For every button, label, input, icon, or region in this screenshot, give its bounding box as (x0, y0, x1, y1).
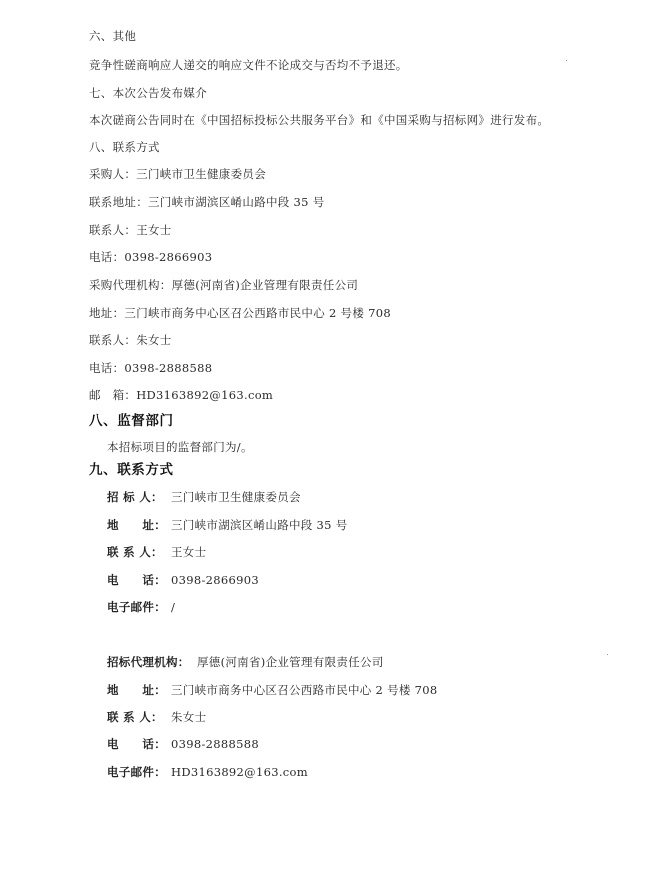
agency-contact-row (107, 709, 206, 725)
section8a-heading: 八、联系方式 (89, 140, 160, 154)
bidder-address-row (107, 517, 348, 533)
bidder-phone-label: 电 话： (107, 573, 166, 587)
agency-phone-label: 电 话： (107, 737, 166, 751)
agency-row (107, 654, 384, 670)
agency-value: 厚德(河南省)企业管理有限责任公司 (197, 655, 384, 669)
bidder-email-value: / (171, 600, 176, 614)
agency-label: 招标代理机构： (107, 655, 190, 669)
section6-heading: 六、其他 (89, 29, 137, 43)
agency-phone-line: 电话：0398-2888588 (89, 361, 213, 375)
purchaser-phone-line: 电话：0398-2866903 (89, 250, 213, 264)
bidder-row (107, 489, 301, 505)
section8b-text: 本招标项目的监督部门为/。 (107, 440, 253, 454)
section8b-heading: 八、监督部门 (89, 413, 174, 429)
agency-email-value: HD3163892@163.com (171, 765, 308, 779)
agency-address-line: 地址：三门峡市商务中心区召公西路市民中心 2 号楼 708 (89, 306, 391, 320)
section6-text: 竞争性磋商响应人递交的响应文件不论成交与否均不予退还。 (89, 58, 408, 72)
agency-contact-label: 联 系 人： (107, 710, 163, 724)
scan-speck (607, 654, 608, 655)
bidder-contact-row (107, 544, 206, 560)
bidder-value: 三门峡市卫生健康委员会 (171, 490, 301, 504)
section9-heading: 九、联系方式 (89, 462, 174, 478)
agency-address-value: 三门峡市商务中心区召公西路市民中心 2 号楼 708 (171, 683, 438, 697)
agency-phone-row (107, 736, 259, 752)
agency-address-row (107, 682, 438, 698)
scan-speck (566, 60, 567, 61)
bidder-email-label: 电子邮件： (107, 600, 166, 614)
agency-line: 采购代理机构：厚德(河南省)企业管理有限责任公司 (89, 278, 359, 292)
bidder-label: 招 标 人： (107, 490, 163, 504)
agency-email-row (107, 764, 308, 780)
purchaser-address-line: 联系地址：三门峡市湖滨区崤山路中段 35 号 (89, 195, 325, 209)
agency-address-label: 地 址： (107, 683, 166, 697)
bidder-phone-row (107, 572, 259, 588)
agency-contact-line: 联系人：朱女士 (89, 333, 172, 347)
agency-email-line: 邮 箱：HD3163892@163.com (89, 388, 274, 402)
bidder-address-label: 地 址： (107, 518, 166, 532)
section7-heading: 七、本次公告发布媒介 (89, 86, 207, 100)
bidder-phone-value: 0398-2866903 (171, 573, 259, 587)
purchaser-line: 采购人：三门峡市卫生健康委员会 (89, 167, 266, 181)
bidder-contact-value: 王女士 (171, 545, 207, 559)
bidder-address-value: 三门峡市湖滨区崤山路中段 35 号 (171, 518, 348, 532)
agency-email-label: 电子邮件： (107, 765, 166, 779)
bidder-contact-label: 联 系 人： (107, 545, 163, 559)
bidder-email-row (107, 599, 175, 615)
agency-contact-value: 朱女士 (171, 710, 207, 724)
purchaser-contact-line: 联系人：王女士 (89, 223, 172, 237)
agency-phone-value: 0398-2888588 (171, 737, 259, 751)
section7-text: 本次磋商公告同时在《中国招标投标公共服务平台》和《中国采购与招标网》进行发布。 (89, 113, 550, 127)
